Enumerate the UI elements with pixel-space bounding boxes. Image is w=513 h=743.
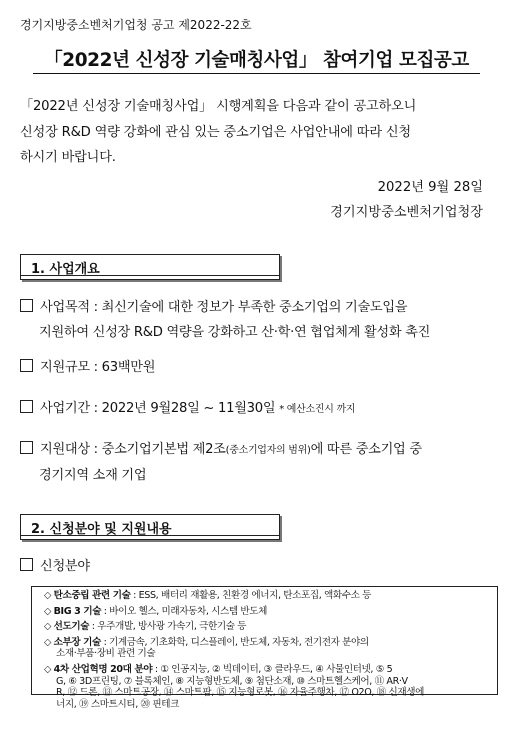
field-categories-box bbox=[31, 586, 498, 710]
category-desc: : 기계금속, 기초화학, 디스플레이, 반도체, 자동차, 전기전자 분야의 bbox=[103, 636, 369, 648]
title-underline bbox=[33, 73, 480, 74]
list-item-fields bbox=[20, 554, 504, 579]
item-text-small: (중소기업자의 범위) bbox=[225, 445, 311, 456]
item-text: 에 따른 중소기업 중 bbox=[310, 442, 422, 457]
item-text: 사업기간 : 2022년 9월28일 ~ 11월30일 bbox=[40, 401, 276, 416]
category-name: 탄소중립 관련 기술 bbox=[53, 590, 131, 601]
checkbox-square-icon bbox=[20, 400, 33, 413]
category-name: 4차 산업혁명 20대 분야 bbox=[53, 663, 153, 675]
intro-line: 「2022년 신성장 기술매칭사업」 시행계획을 다음과 같이 공고하오니 bbox=[20, 99, 417, 114]
list-item-target bbox=[20, 437, 504, 488]
notice-date: 2022년 9월 28일 bbox=[377, 180, 483, 195]
category-name: BIG 3 기술 bbox=[53, 605, 102, 617]
list-item-scale bbox=[20, 355, 504, 380]
intro-line: 하시기 바랍니다. bbox=[20, 150, 116, 165]
item-text-continued: 경기지역 소재 기업 bbox=[39, 468, 147, 483]
section-heading-overview bbox=[20, 254, 280, 280]
heading-rule bbox=[21, 535, 279, 536]
category-row: ◇ 선도기술 : 우주개발, 방사광 가속기, 극한기술 등 bbox=[44, 621, 247, 633]
category-desc: : 바이오 헬스, 미래자동차, 시스템 반도체 bbox=[103, 605, 268, 617]
category-row: ◇ 소부장 기술 : 기계금속, 기초화학, 디스플레이, 반도체, 자동차, 전기전자 분야의 소재·부품·장비 관련 기술 bbox=[44, 637, 489, 660]
category-desc: : ESS, 배터리 재활용, 친환경 에너지, 탄소포집, 액화수소 등 bbox=[133, 590, 372, 601]
category-name: 선도기술 bbox=[53, 621, 90, 633]
heading-rule bbox=[21, 275, 279, 276]
intro-paragraph bbox=[20, 94, 496, 171]
category-desc-continued: 너지, ⑲ 스마트시티, ⑳ 핀테크 bbox=[56, 698, 179, 710]
item-text: 신청분야 bbox=[40, 559, 90, 574]
category-desc: : 우주개발, 방사광 가속기, 극한기술 등 bbox=[91, 621, 247, 633]
category-row: ◇ BIG 3 기술 : 바이오 헬스, 미래자동차, 시스템 반도체 bbox=[44, 605, 268, 617]
issuer-name: 경기지방중소벤처기업청장 bbox=[330, 205, 483, 220]
item-text-continued: 지원하여 신성장 R&D 역량을 강화하고 산·학·연 협업체계 활성화 촉진 bbox=[39, 325, 431, 340]
category-row: ◇ 4차 산업혁명 20대 분야 : ① 인공지능, ② 빅데이터, ③ 클라우드, ④ 사물인터넷, ⑤ 5 G, ⑥ 3D프린팅, ⑦ 블록체인, ⑧ 지능형반도체, ⑨ 첨단소재, ⑩ 스마트헬스케어, ⑪ AR·V R, ⑫ 드론, ⑬ 스마트공장, ⑭ 스마트팜, ⑮ 지능형로봇, ⑯ 자율주행차, ⑰ O2O, ⑱ 신재생에 너지, ⑲ 스마트시티, ⑳ 핀테크 bbox=[44, 664, 489, 710]
intro-line: 신성장 R&D 역량 강화에 관심 있는 중소기업은 사업안내에 따라 신청 bbox=[20, 124, 411, 140]
checkbox-square-icon bbox=[20, 441, 33, 454]
section-heading-text: 2. 신청분야 및 지원내용 bbox=[31, 522, 172, 537]
category-desc-continued: G, ⑥ 3D프린팅, ⑦ 블록체인, ⑧ 지능형반도체, ⑨ 첨단소재, ⑩ 스마트헬스케어, ⑪ AR·V bbox=[56, 675, 408, 687]
section-heading-text: 1. 사업개요 bbox=[31, 262, 100, 277]
category-name: 소부장 기술 bbox=[53, 636, 101, 648]
item-text: 사업목적 : 최신기술에 대한 정보가 부족한 중소기업의 기술도입을 bbox=[40, 300, 408, 315]
category-desc-continued: 소재·부품·장비 관련 기술 bbox=[56, 648, 156, 660]
section-heading-fields bbox=[20, 514, 280, 540]
checkbox-square-icon bbox=[20, 558, 33, 571]
item-text: 지원대상 : 중소기업기본법 제2조 bbox=[40, 442, 226, 457]
item-text: 지원규모 : 63백만원 bbox=[40, 360, 156, 375]
list-item-period bbox=[20, 396, 504, 422]
category-row: ◇ 탄소중립 관련 기술 : ESS, 배터리 재활용, 친환경 에너지, 탄소포집, 액화수소 등 bbox=[44, 590, 372, 601]
checkbox-square-icon bbox=[20, 359, 33, 372]
checkbox-square-icon bbox=[20, 299, 33, 312]
category-desc: : ① 인공지능, ② 빅데이터, ③ 클라우드, ④ 사물인터넷, ⑤ 5 bbox=[154, 663, 393, 675]
notice-number: 경기지방중소벤처기업청 공고 제2022-22호 bbox=[20, 18, 252, 32]
page-title: 「2022년 신성장 기술매칭사업」 참여기업 모집공고 bbox=[44, 50, 469, 71]
item-note: * 예산소진시 까지 bbox=[279, 404, 356, 415]
category-desc-continued: R, ⑫ 드론, ⑬ 스마트공장, ⑭ 스마트팜, ⑮ 지능형로봇, ⑯ 자율주행차, ⑰ O2O, ⑱ 신재생에 bbox=[56, 687, 424, 699]
list-item-purpose bbox=[20, 295, 504, 345]
